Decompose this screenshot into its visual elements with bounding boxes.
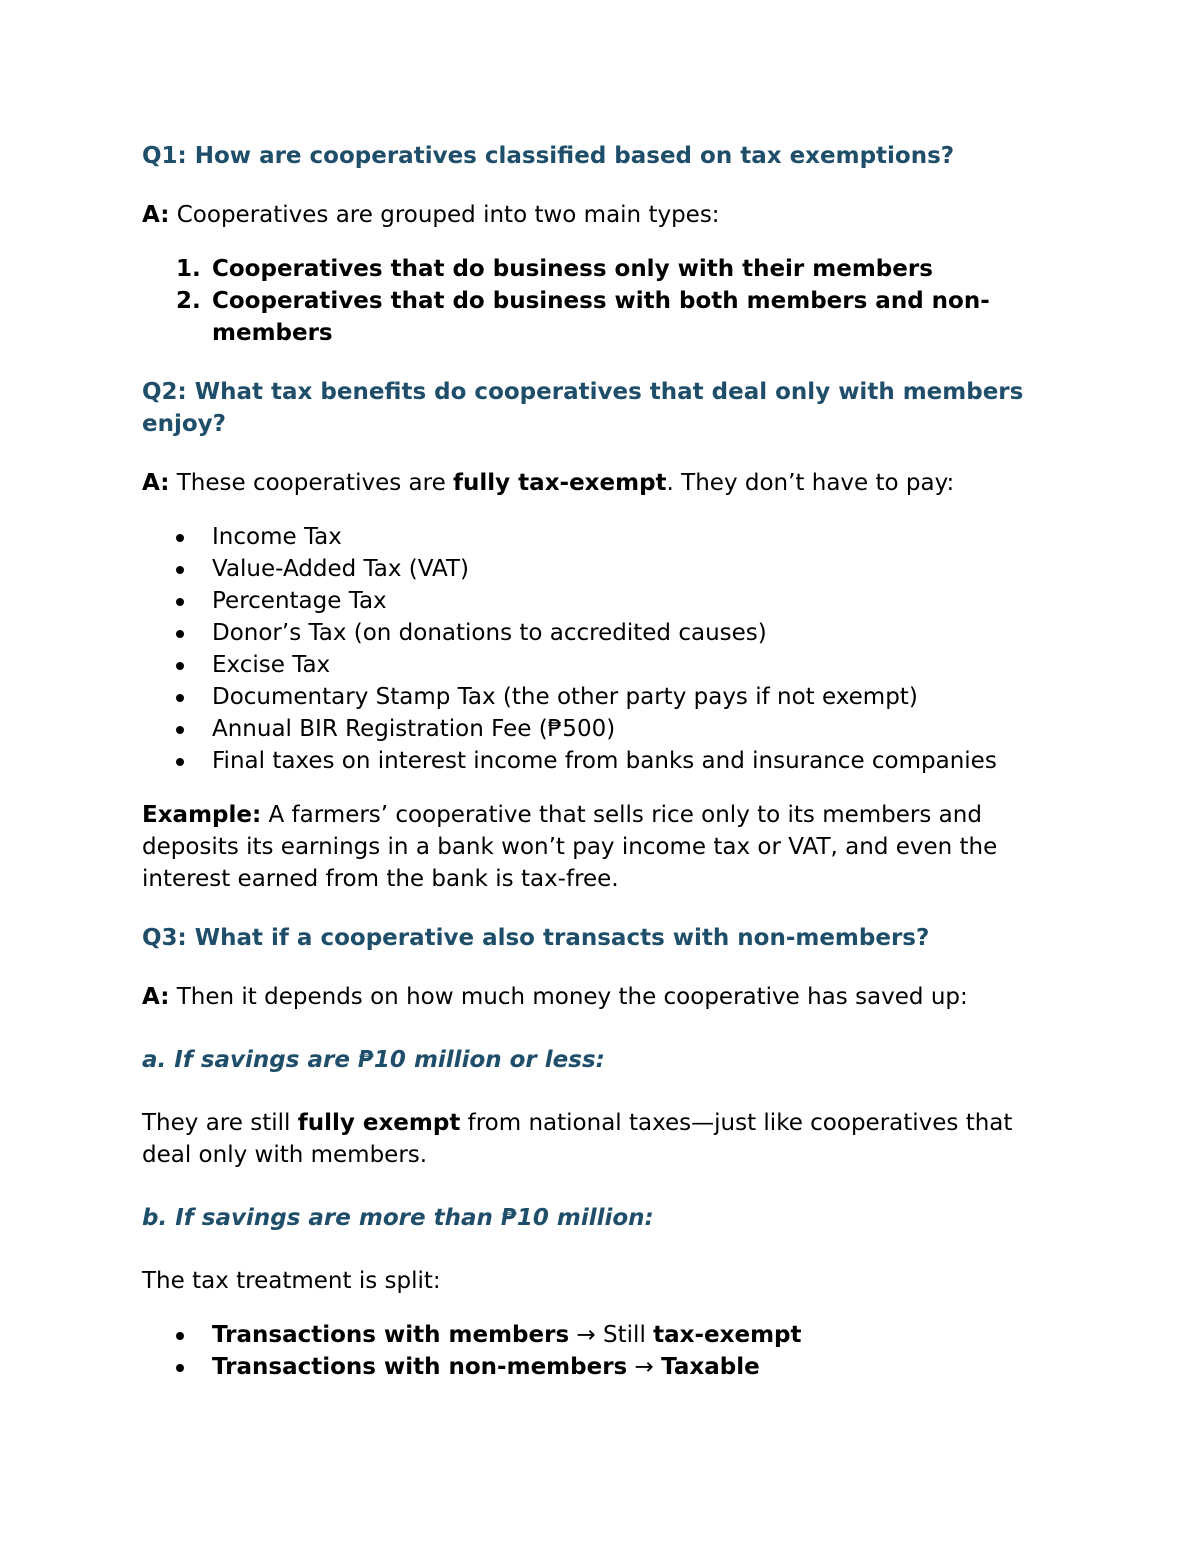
bullet-icon xyxy=(176,694,184,702)
list-item xyxy=(142,649,1052,681)
list-item xyxy=(142,713,1052,745)
tax-treatment-list xyxy=(142,1319,1052,1383)
list-item-text: Cooperatives that do business only with their members xyxy=(212,256,933,282)
list-item xyxy=(142,285,1052,349)
case-a-text-bold: fully exempt xyxy=(297,1110,461,1136)
list-item xyxy=(142,617,1052,649)
case-b-heading: b. If savings are more than ₱10 million: xyxy=(142,1205,654,1231)
case-a-text-pre: They are still xyxy=(142,1110,298,1136)
item-bold-pre: Transactions with non-members xyxy=(212,1354,628,1380)
list-item xyxy=(142,1319,1052,1351)
list-item-text: Final taxes on interest income from banks and insurance companies xyxy=(212,748,997,774)
exemptions-list xyxy=(142,521,1052,777)
cooperative-types-list xyxy=(142,253,1052,349)
q2-example xyxy=(142,799,1052,895)
case-a-text-post: from national taxes—just like cooperatives that deal only with members. xyxy=(142,1110,1013,1168)
list-item-text: Percentage Tax xyxy=(212,588,387,614)
list-item xyxy=(142,681,1052,713)
list-item-text: Value-Added Tax (VAT) xyxy=(212,556,470,582)
document-page xyxy=(142,140,1052,1383)
list-item xyxy=(142,585,1052,617)
list-item-text: Cooperatives that do business with both members and non-members xyxy=(212,288,990,346)
arrow-icon: → xyxy=(569,1322,604,1348)
example-label: Example: xyxy=(142,802,262,828)
list-item-text: Excise Tax xyxy=(212,652,331,678)
list-item-text: Documentary Stamp Tax (the other party pays if not exempt) xyxy=(212,684,918,710)
list-number: 1. xyxy=(176,256,201,282)
arrow-icon: → xyxy=(627,1354,662,1380)
q2-heading: Q2: What tax benefits do cooperatives that deal only with members enjoy? xyxy=(142,379,1024,437)
item-normal: Still xyxy=(603,1322,654,1348)
list-number: 2. xyxy=(176,288,201,314)
item-bold-pre: Transactions with members xyxy=(212,1322,570,1348)
q1-heading: Q1: How are cooperatives classified based on tax exemptions? xyxy=(142,143,955,169)
bullet-icon xyxy=(176,758,184,766)
q3-answer-text: Then it depends on how much money the cooperative has saved up: xyxy=(169,984,968,1010)
bullet-icon xyxy=(176,726,184,734)
bullet-icon xyxy=(176,598,184,606)
list-item xyxy=(142,745,1052,777)
list-item-text: Donor’s Tax (on donations to accredited causes) xyxy=(212,620,767,646)
q2-answer-post: . They don’t have to pay: xyxy=(666,470,955,496)
list-item xyxy=(142,253,1052,285)
list-item-text: Income Tax xyxy=(212,524,342,550)
item-bold-post: tax-exempt xyxy=(653,1322,802,1348)
case-a-text xyxy=(142,1107,1052,1171)
list-item xyxy=(142,521,1052,553)
q2-answer xyxy=(142,467,1052,499)
bullet-icon xyxy=(176,1364,184,1372)
q3-heading: Q3: What if a cooperative also transacts with non-members? xyxy=(142,925,930,951)
q1-answer xyxy=(142,199,1052,231)
bullet-icon xyxy=(176,1332,184,1340)
bullet-icon xyxy=(176,630,184,638)
answer-label: A: xyxy=(142,984,170,1010)
bullet-icon xyxy=(176,534,184,542)
q2-answer-pre: These cooperatives are xyxy=(169,470,454,496)
item-bold-post: Taxable xyxy=(661,1354,760,1380)
list-item-text: Annual BIR Registration Fee (₱500) xyxy=(212,716,616,742)
bullet-icon xyxy=(176,662,184,670)
q3-answer xyxy=(142,981,1052,1013)
list-item xyxy=(142,1351,1052,1383)
q1-answer-text: Cooperatives are grouped into two main types: xyxy=(169,202,720,228)
answer-label: A: xyxy=(142,470,170,496)
case-a-heading: a. If savings are ₱10 million or less: xyxy=(142,1047,605,1073)
case-b-text: The tax treatment is split: xyxy=(142,1268,441,1294)
example-text: A farmers’ cooperative that sells rice only to its members and deposits its earnings in a bank won’t pay income tax or VAT, and even the interest earned from the bank is tax-free. xyxy=(142,802,998,892)
bullet-icon xyxy=(176,566,184,574)
q2-answer-bold: fully tax-exempt xyxy=(453,470,667,496)
answer-label: A: xyxy=(142,202,170,228)
list-item xyxy=(142,553,1052,585)
